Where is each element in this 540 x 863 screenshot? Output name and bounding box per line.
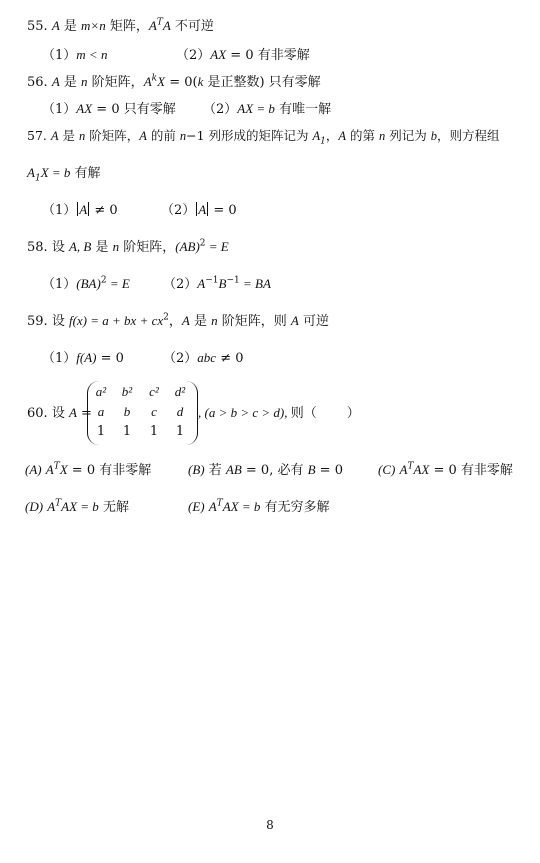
- q58-option-2: [163, 276, 271, 293]
- text: 可逆: [298, 314, 329, 329]
- equation: AX = b: [61, 499, 99, 514]
- choice-c: [378, 462, 513, 479]
- matrix-symbol: A: [47, 499, 56, 514]
- expression: AB: [225, 462, 242, 477]
- option-expression: abc: [197, 350, 217, 365]
- text: 阶矩阵，则: [217, 314, 291, 329]
- order-symbol: n: [211, 313, 218, 328]
- text: 必有: [273, 463, 308, 478]
- inverse-superscript: −1: [205, 275, 219, 286]
- text: 阶矩阵，: [89, 128, 140, 143]
- dimension-expression: m×n: [81, 18, 106, 33]
- q60-condition: [198, 405, 360, 422]
- q59-option-2: [163, 350, 244, 367]
- transpose-superscript: T: [216, 498, 223, 509]
- text: 阶矩阵，: [119, 240, 176, 255]
- matrix-symbol: A: [181, 313, 190, 328]
- q56-option-2: [203, 101, 331, 118]
- q56-stem: [27, 74, 321, 91]
- text: 是: [59, 75, 82, 90]
- text: −1 列形成的矩阵记为: [186, 128, 309, 143]
- order-symbol: n: [379, 129, 386, 143]
- text: ，: [325, 128, 339, 143]
- choice-label: (A): [25, 462, 42, 477]
- text: 有无穷多解: [260, 500, 330, 515]
- matrix-cell: b: [123, 404, 131, 419]
- text: 设: [47, 240, 69, 255]
- text: = 0: [429, 463, 457, 478]
- choice-b: [188, 462, 343, 479]
- text: 的前: [150, 128, 176, 143]
- text: ，: [168, 314, 182, 329]
- option-number: （2）: [176, 48, 211, 63]
- matrix-symbol: A: [338, 129, 347, 143]
- text: 无解: [98, 500, 129, 515]
- text: ）: [346, 406, 360, 421]
- text: = 0: [96, 351, 124, 366]
- determinant-symbol: A: [79, 202, 88, 217]
- matrix-cell: 1: [122, 424, 132, 439]
- text: 的第: [350, 128, 376, 143]
- q56-number: 56.: [27, 75, 48, 90]
- transpose-superscript: T: [53, 461, 60, 472]
- choice-d: [25, 499, 129, 516]
- option-number: （2）: [163, 277, 198, 292]
- text: 有唯一解: [274, 102, 332, 117]
- matrix-symbol: A: [50, 129, 59, 143]
- q60-number: 60.: [27, 406, 48, 421]
- power-superscript: k: [151, 73, 158, 84]
- expression: (AB): [175, 239, 200, 254]
- matrix-symbol: A: [148, 18, 157, 33]
- text: 有非零解: [95, 463, 152, 478]
- text: = 0: [226, 48, 254, 63]
- power-symbol: k: [197, 74, 204, 89]
- text: 阶矩阵，: [87, 75, 144, 90]
- q57-stem-continued: [27, 165, 101, 182]
- choice-label: (E): [188, 499, 205, 514]
- matrix-symbol: A: [162, 18, 171, 33]
- equation: AX = b: [222, 499, 261, 514]
- equation: X = b: [40, 165, 71, 180]
- text: ≠ 0: [216, 351, 244, 366]
- text: 不可逆: [170, 19, 214, 34]
- submatrix-symbol: A: [312, 129, 321, 143]
- text: ≠ 0: [90, 203, 118, 218]
- matrix-cell: c: [151, 404, 157, 419]
- page-number: 8: [266, 818, 274, 832]
- matrix-cell: 1: [149, 424, 159, 439]
- text: 列记为: [389, 128, 427, 143]
- text: = 0,: [241, 463, 274, 478]
- option-expression: AX = b: [237, 101, 275, 116]
- text: 设: [47, 314, 69, 329]
- option-number: （2）: [161, 203, 196, 218]
- option-number: （1）: [42, 277, 77, 292]
- text: 矩阵，: [105, 19, 149, 34]
- expression: AX: [413, 462, 430, 477]
- q56-option-1: [42, 101, 176, 118]
- choice-label: (C): [378, 462, 396, 477]
- choice-label: (B): [188, 462, 205, 477]
- q58-stem: [27, 239, 229, 256]
- q55-stem: [27, 18, 214, 35]
- submatrix-symbol: A: [27, 165, 35, 180]
- text: = 0: [67, 463, 96, 478]
- choice-a: [25, 462, 151, 479]
- text: 是: [189, 314, 212, 329]
- text: = E: [106, 276, 130, 291]
- text: 是: [91, 240, 113, 255]
- option-expression: (BA): [76, 276, 101, 291]
- q57-number: 57.: [27, 128, 47, 143]
- text: = E: [205, 239, 229, 254]
- option-number: （1）: [42, 102, 77, 117]
- q57-stem: [27, 128, 500, 147]
- matrix-symbol: A: [399, 462, 408, 477]
- matrix-symbol: A: [197, 276, 206, 291]
- subscript: 1: [34, 173, 41, 184]
- matrix-symbol: B: [218, 276, 227, 291]
- subscript: 1: [320, 136, 326, 147]
- function-symbol: f: [68, 313, 73, 328]
- text: 有解: [70, 166, 101, 181]
- matrix-cell: a²: [95, 384, 107, 399]
- text: 若: [204, 463, 226, 478]
- transpose-superscript: T: [156, 17, 163, 28]
- function-expression: (x) = a + bx + cx: [72, 313, 164, 328]
- transpose-superscript: T: [55, 498, 62, 509]
- square-superscript: 2: [199, 238, 206, 249]
- q59-stem: [27, 313, 329, 330]
- option-number: （2）: [163, 351, 198, 366]
- q59-option-1: [42, 350, 124, 367]
- determinant-symbol: A: [198, 202, 207, 217]
- q57-option-2: [161, 202, 237, 219]
- text: = 0: [315, 463, 343, 478]
- text: = 0: [209, 203, 237, 218]
- matrix-cell: a: [97, 404, 105, 419]
- choice-label: (D): [25, 499, 44, 514]
- text: 是正整数) 只有零解: [203, 75, 321, 90]
- text: 有非零解: [253, 48, 310, 63]
- matrix-symbol: A: [143, 74, 152, 89]
- matrix-symbol: A: [51, 18, 60, 33]
- matrix-symbol: A: [208, 499, 217, 514]
- matrix-a: [87, 381, 198, 445]
- matrix-symbol: A: [290, 313, 299, 328]
- matrix-cell: 1: [96, 424, 106, 439]
- matrix-cell: c²: [149, 384, 159, 399]
- q57-option-1: [42, 202, 118, 219]
- q60-stem: [27, 405, 92, 422]
- option-number: （1）: [42, 351, 77, 366]
- text: 只有零解: [119, 102, 176, 117]
- inverse-superscript: −1: [226, 275, 240, 286]
- text: 有非零解: [456, 463, 513, 478]
- matrix-cell: d²: [174, 384, 186, 399]
- q55-number: 55.: [27, 19, 48, 34]
- matrix-cell: d: [176, 404, 184, 419]
- option-number: （1）: [42, 48, 77, 63]
- transpose-superscript: T: [407, 461, 414, 472]
- text: = 0(: [165, 75, 198, 90]
- order-symbol: n: [81, 74, 88, 89]
- matrix-cell: b²: [121, 384, 133, 399]
- vector-symbol: b: [430, 129, 438, 143]
- square-superscript: 2: [100, 275, 107, 286]
- text: = 0: [92, 102, 120, 117]
- choice-e: [188, 499, 330, 516]
- q55-option-2: [176, 47, 310, 64]
- option-expression: AX: [76, 101, 93, 116]
- condition-expression: , (a > b > c > d),: [198, 405, 291, 420]
- vector-symbol: X: [59, 462, 68, 477]
- option-number: （2）: [203, 102, 238, 117]
- vector-symbol: X: [157, 74, 166, 89]
- q58-option-1: [42, 276, 130, 293]
- text: = BA: [239, 276, 271, 291]
- q59-number: 59.: [27, 314, 48, 329]
- option-expression: f(A): [76, 350, 97, 365]
- q55-option-1: [42, 47, 107, 64]
- order-symbol: n: [112, 239, 120, 254]
- square-superscript: 2: [163, 312, 169, 323]
- text: 是: [62, 128, 76, 143]
- matrix-cell: 1: [175, 424, 185, 439]
- order-symbol: n: [179, 129, 187, 143]
- text: 设: [47, 406, 69, 421]
- q58-number: 58.: [27, 240, 48, 255]
- text: 则（: [290, 406, 317, 421]
- matrix-symbol: A: [68, 405, 77, 420]
- matrix-symbol: A: [45, 462, 54, 477]
- option-expression: m < n: [76, 47, 108, 62]
- matrix-symbol: A: [139, 129, 147, 143]
- order-symbol: n: [79, 129, 86, 143]
- option-number: （1）: [42, 203, 77, 218]
- matrix-symbols: A, B: [68, 239, 92, 254]
- text: =: [76, 406, 92, 421]
- text: ，则方程组: [437, 128, 500, 143]
- matrix-symbol: B: [307, 462, 316, 477]
- matrix-symbol: A: [51, 74, 60, 89]
- option-expression: AX: [210, 47, 227, 62]
- text: 是: [59, 19, 82, 34]
